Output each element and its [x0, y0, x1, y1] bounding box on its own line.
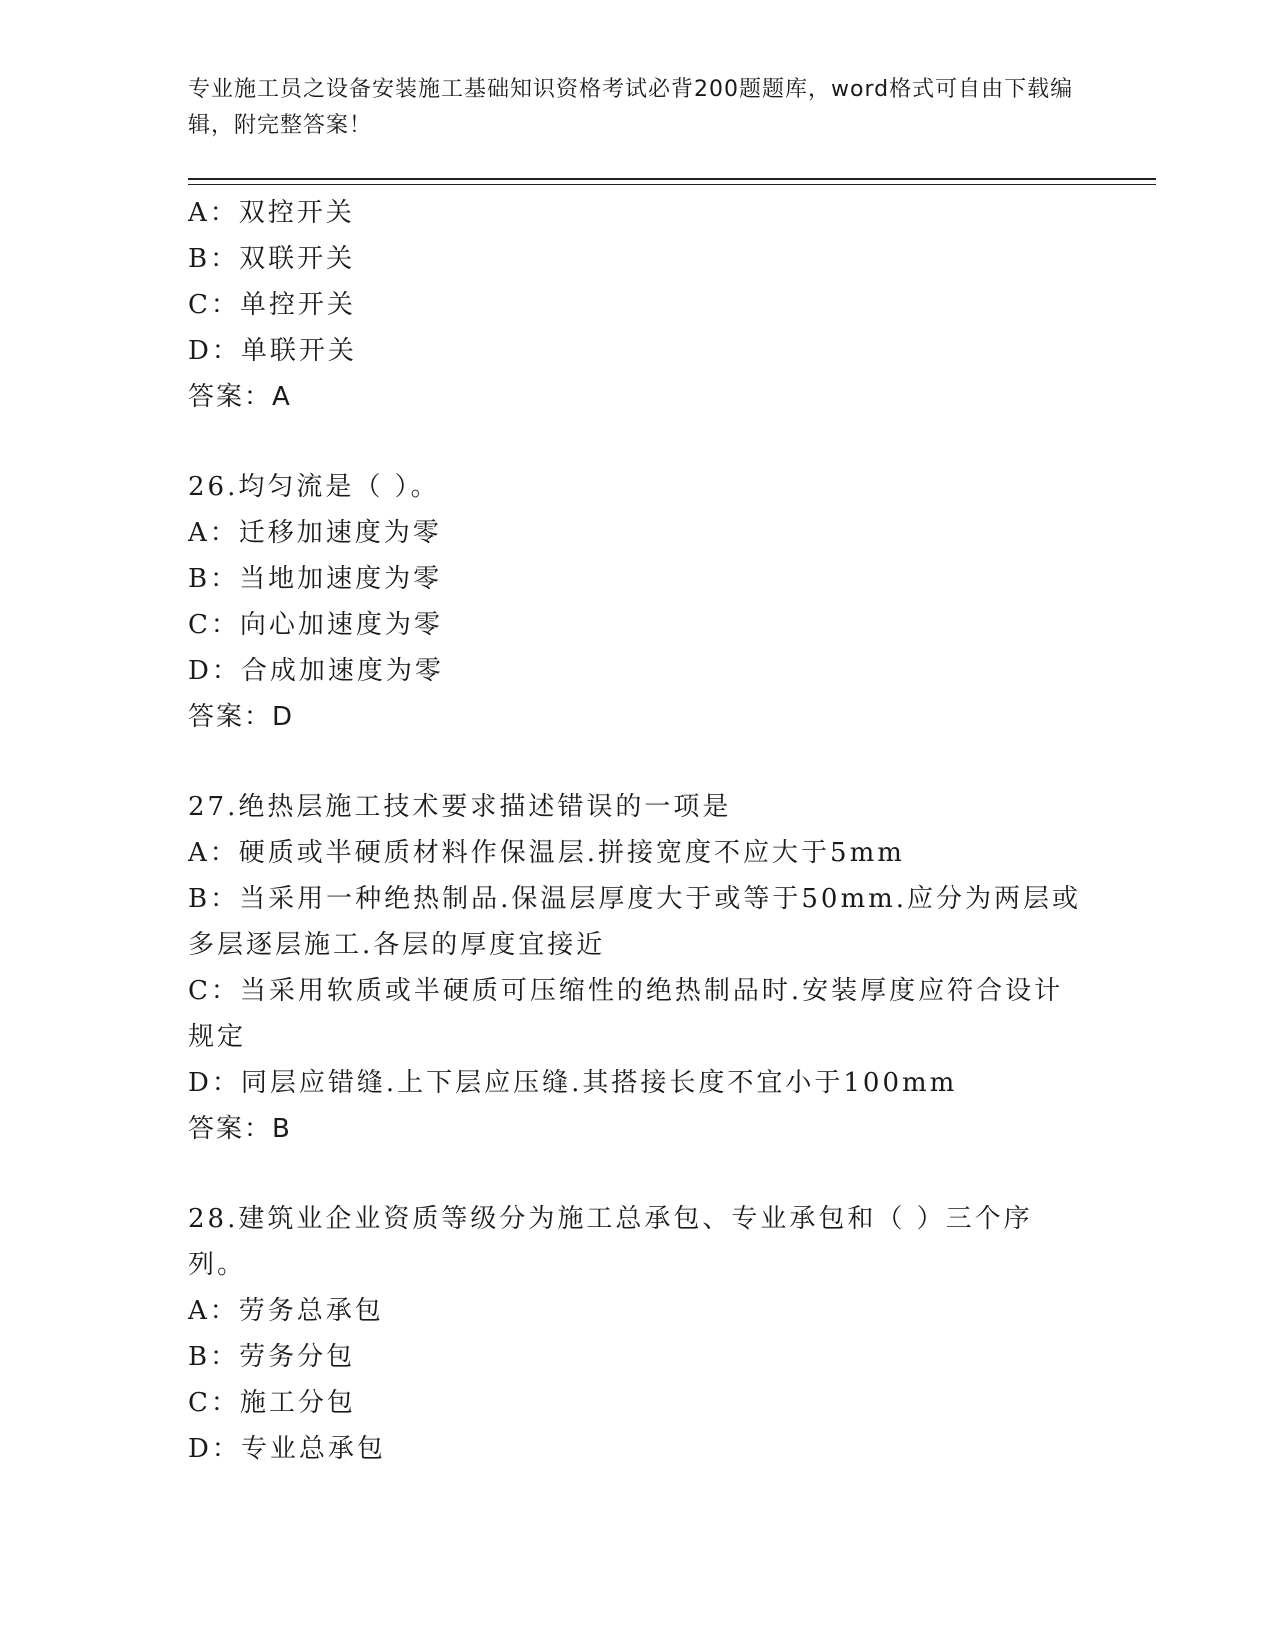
option-c: C：单控开关 [188, 290, 356, 320]
question-text: 27.绝热层施工技术要求描述错误的一项是 [188, 792, 732, 822]
question-block [188, 190, 1148, 420]
question-block [188, 784, 1148, 1152]
option-d: D：单联开关 [188, 336, 357, 366]
document-header: 专业施工员之设备安装施工基础知识资格考试必背200题题库，word格式可自由下载编辑，附完整答案！ [188, 77, 1074, 138]
option-c: C：向心加速度为零 [188, 610, 443, 640]
header-divider [188, 178, 1156, 180]
option-c: C：当采用软质或半硬质可压缩性的绝热制品时.安装厚度应符合设计规定 [188, 976, 1064, 1052]
question-block [188, 1196, 1148, 1472]
option-d: D：同层应错缝.上下层应压缝.其搭接长度不宜小于100mm [188, 1068, 958, 1098]
option-a: A：劳务总承包 [188, 1296, 384, 1326]
option-c: C：施工分包 [188, 1388, 356, 1418]
option-a: A：迁移加速度为零 [188, 518, 442, 548]
option-b: B：劳务分包 [188, 1342, 356, 1372]
option-b: B：当采用一种绝热制品.保温层厚度大于或等于50mm.应分为两层或多层逐层施工.各层的厚度宜接近 [188, 884, 1082, 960]
answer-line: 答案：A [188, 382, 292, 412]
option-d: D：专业总承包 [188, 1434, 386, 1464]
option-a: A：硬质或半硬质材料作保温层.拼接宽度不应大于5mm [188, 838, 905, 868]
question-text: 28.建筑业企业资质等级分为施工总承包、专业承包和（ ）三个序列。 [188, 1204, 1033, 1280]
answer-line: 答案：D [188, 702, 295, 732]
question-block [188, 464, 1148, 740]
option-b: B：当地加速度为零 [188, 564, 443, 594]
answer-line: 答案：B [188, 1114, 292, 1144]
header-divider-thin [188, 184, 1156, 185]
question-list [188, 190, 1148, 1472]
option-d: D：合成加速度为零 [188, 656, 444, 686]
option-a: A：双控开关 [188, 198, 355, 228]
option-b: B：双联开关 [188, 244, 356, 274]
question-text: 26.均匀流是（ ）。 [188, 472, 440, 502]
